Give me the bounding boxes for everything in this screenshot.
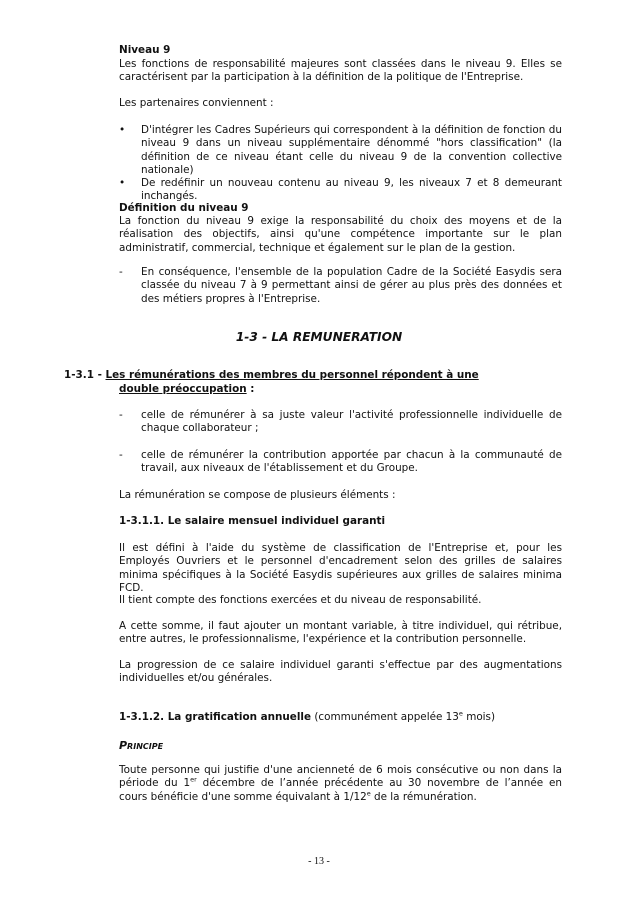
principe-heading: Principe [119,739,164,752]
dash-2: - [119,449,123,461]
section-title: 1-3 - LA REMUNERATION [235,330,403,344]
niveau9-heading: Niveau 9 [119,44,171,56]
salaire-heading: 1-3.1.1. Le salaire mensuel individuel garanti [119,515,386,527]
dash-1: - [119,409,123,421]
definition-text: La fonction du niveau 9 exige la responsabilité du choix des moyens et de la réalisation des objectifs, ainsi qu'une compétence importante sur le plan administratif, commercial, technique et également sur le plan de la gestion. [119,215,562,254]
subsection-number: 1-3.1 - [64,369,102,381]
dash-1-text: celle de rémunérer à sa juste valeur l'activité professionnelle individuelle de chaque collaborateur ; [141,409,562,435]
consequence-text: En conséquence, l'ensemble de la population Cadre de la Société Easydis sera classée du niveau 7 à 9 permettant ainsi de gérer au plus près des données et des métiers propres à l'Entreprise. [141,266,562,305]
composed-text: La rémunération se compose de plusieurs éléments : [119,489,396,501]
gratification-heading: 1-3.1.2. La gratification annuelle (communément appelée 13e mois) [119,709,496,723]
subsection-1-3-1-heading [64,369,479,382]
salaire-p3: A cette somme, il faut ajouter un montant variable, à titre individuel, qui rétribue, entre autres, le professionnalisme, l'expérience et la contribution personnelle. [119,620,562,646]
partners-text: Les partenaires conviennent : [119,97,274,109]
subsection-title-line2: double préoccupation [119,383,247,395]
subsection-title-line1: Les rémunérations des membres du personnel répondent à une [105,369,479,381]
bullet-2-text: De redéfinir un nouveau contenu au niveau 9, les niveaux 7 et 8 demeurant inchangés. [141,177,562,203]
bullet-1-marker: • [119,124,126,136]
definition-heading: Définition du niveau 9 [119,202,249,214]
subsection-title-line2-wrap [119,383,254,396]
page-number: - 13 - [308,856,330,867]
salaire-p2: Il tient compte des fonctions exercées et du niveau de responsabilité. [119,594,482,606]
consequence-dash: - [119,266,123,278]
salaire-p1: Il est défini à l'aide du système de classification de l'Entreprise et, pour les Employés Ouvriers et le personnel d'encadrement selon des grilles de salaires minima spécifiques à la Société Easydis supérieures aux grilles de salaires minima FCD. [119,542,562,595]
subsection-colon: : [246,383,255,395]
bullet-2-marker: • [119,177,126,189]
niveau9-intro: Les fonctions de responsabilité majeures sont classées dans le niveau 9. Elles se caractérisent par la participation à la définition de la politique de l'Entreprise. [119,58,562,84]
salaire-p4: La progression de ce salaire individuel garanti s'effectue par des augmentations individuelles et/ou générales. [119,659,562,685]
bullet-1-text: D'intégrer les Cadres Supérieurs qui correspondent à la définition de fonction du niveau 9 dans un niveau supplémentaire dénommé "hors classification" (la définition de ce niveau étant celle du niveau 9 de la convention collective nationale) [141,124,562,177]
gratification-text: Toute personne qui justifie d'une ancienneté de 6 mois consécutive ou non dans la période du 1er décembre de l’année précédente au 30 novembre de l’année en cours bénéficie d'une somme équivalant à 1/12e de la rémunération. [119,764,563,803]
dash-2-text: celle de rémunérer la contribution apportée par chacun à la communauté de travail, aux niveaux de l'établissement et du Groupe. [141,449,562,475]
